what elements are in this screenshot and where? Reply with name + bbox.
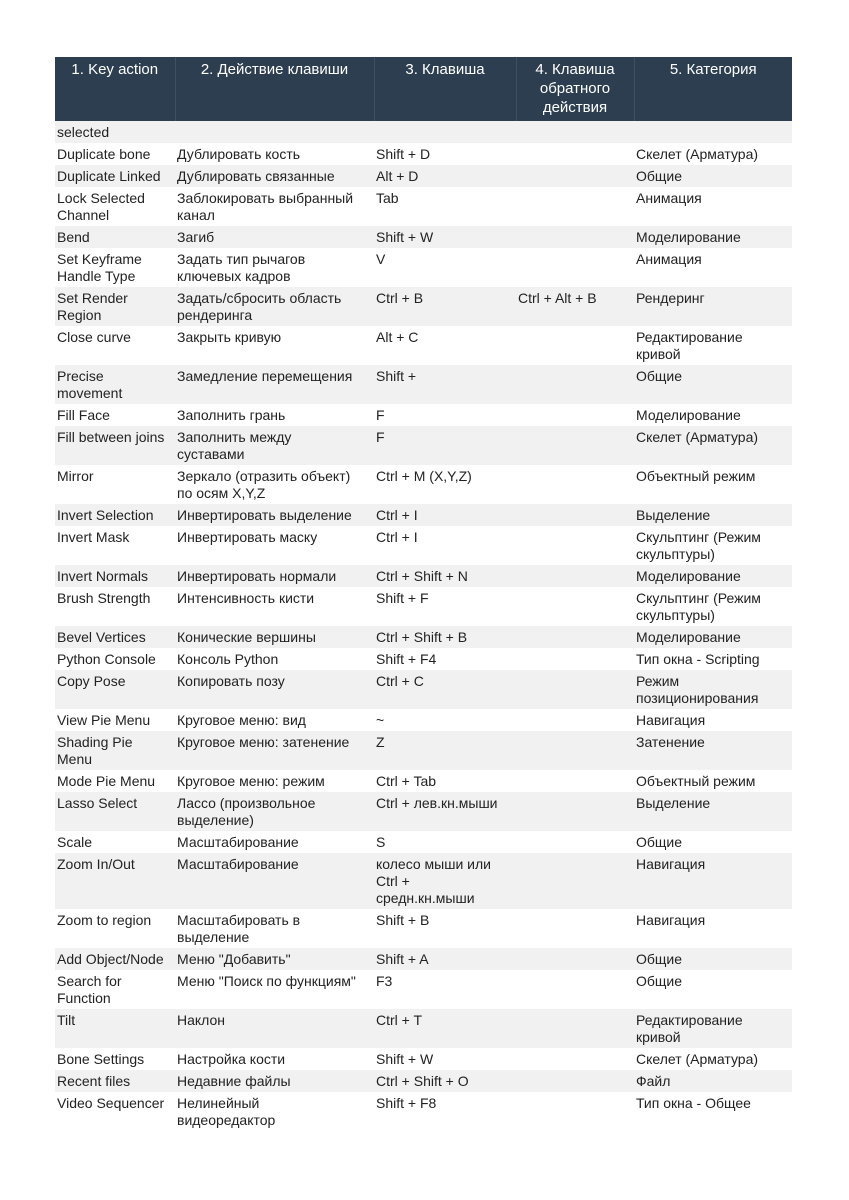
table-row: [55, 565, 792, 587]
table-row: [55, 404, 792, 426]
cell-reverse-key: [516, 187, 634, 226]
table-row: [55, 626, 792, 648]
cell-key-action: Mirror: [57, 468, 94, 484]
cell-key: Ctrl + I: [376, 529, 418, 545]
cell-key-action: Invert Selection: [55, 504, 175, 526]
cell-reverse-key: [516, 948, 634, 970]
cell-key: Ctrl + M (X,Y,Z): [376, 468, 472, 484]
cell-key: Tab: [376, 190, 399, 206]
header-reverse-key: 4. Клавиша обратного действия: [516, 57, 634, 121]
table-row: [55, 143, 792, 165]
cell-key: Ctrl + Tab: [376, 773, 437, 789]
table-row: [55, 226, 792, 248]
cell-reverse-key: [516, 226, 634, 248]
cell-reverse-key: [516, 853, 634, 909]
cell-key-action: selected: [55, 121, 175, 143]
cell-category: Редактирование кривой: [634, 1009, 792, 1048]
cell-key: S: [376, 834, 386, 850]
cell-action-ru: Интенсивность кисти: [177, 590, 315, 606]
cell-action-ru: Загиб: [175, 226, 374, 248]
cell-reverse-key: [516, 1009, 634, 1048]
cell-key: Ctrl + C: [374, 670, 516, 709]
cell-category: Моделирование: [634, 626, 792, 648]
cell-reverse-key: [516, 970, 634, 1009]
cell-key-action: Set Render Region: [55, 287, 175, 326]
cell-key-action: Bevel Vertices: [55, 626, 175, 648]
table-row: [55, 709, 792, 731]
cell-key: Ctrl + I: [374, 504, 516, 526]
cell-key: Alt + D: [374, 165, 516, 187]
cell-key: Alt + C: [376, 329, 419, 345]
cell-action-ru: Зеркало (отразить объект) по осям X,Y,Z: [177, 468, 351, 501]
cell-action-ru: [175, 121, 374, 143]
cell-action-ru: Меню "Добавить": [175, 948, 374, 970]
cell-key-action: Lasso Select: [55, 792, 175, 831]
cell-key-action: Fill between joins: [55, 426, 175, 465]
cell-reverse-key: [516, 565, 634, 587]
shortcuts-table: [55, 57, 792, 1131]
cell-key-action: Zoom to region: [57, 912, 152, 928]
cell-category: Навигация: [634, 853, 792, 909]
cell-key-action: Close curve: [57, 329, 131, 345]
cell-key: Shift + F8: [376, 1095, 437, 1111]
cell-key: колесо мыши или Ctrl + средн.кн.мыши: [374, 853, 516, 909]
cell-reverse-key: [516, 709, 634, 731]
cell-action-ru: Инвертировать нормали: [175, 565, 374, 587]
cell-key-action: Copy Pose: [55, 670, 175, 709]
cell-key-action: Invert Mask: [57, 529, 130, 545]
cell-reverse-key: [516, 365, 634, 404]
cell-reverse-key: [516, 465, 634, 504]
cell-key-action: Mode Pie Menu: [57, 773, 156, 789]
cell-key-action: Zoom In/Out: [55, 853, 175, 909]
cell-action-ru: Заблокировать выбранный канал: [177, 190, 354, 223]
cell-category: Скелет (Арматура): [636, 1051, 759, 1067]
cell-action-ru: Недавние файлы: [175, 1070, 374, 1092]
cell-reverse-key: [516, 626, 634, 648]
cell-reverse-key: [516, 648, 634, 670]
cell-reverse-key: [516, 121, 634, 143]
cell-category: Моделирование: [636, 407, 741, 423]
cell-category: Скелет (Арматура): [634, 426, 792, 465]
cell-action-ru: Закрыть кривую: [177, 329, 282, 345]
cell-action-ru: Конические вершины: [175, 626, 374, 648]
table-row: [55, 770, 792, 792]
cell-reverse-key: [516, 792, 634, 831]
table-header-row: [55, 57, 792, 121]
cell-reverse-key: [516, 248, 634, 287]
cell-action-ru: Дублировать кость: [177, 146, 301, 162]
cell-reverse-key: [516, 670, 634, 709]
table-row: [55, 365, 792, 404]
header-category: 5. Категория: [634, 57, 792, 121]
cell-action-ru: Консоль Python: [177, 651, 279, 667]
cell-category: Скульптинг (Режим скульптуры): [636, 590, 761, 623]
cell-key-action: Python Console: [57, 651, 156, 667]
cell-key: Shift + W: [376, 1051, 434, 1067]
cell-reverse-key: [516, 731, 634, 770]
cell-key-action: Fill Face: [57, 407, 110, 423]
cell-action-ru: Инвертировать маску: [177, 529, 318, 545]
cell-key: Ctrl + Shift + B: [374, 626, 516, 648]
table-row: [55, 287, 792, 326]
cell-key: Shift + F: [376, 590, 429, 606]
cell-reverse-key: [516, 1092, 634, 1131]
cell-action-ru: Масштабирование: [177, 834, 299, 850]
cell-action-ru: Задать тип рычагов ключевых кадров: [177, 251, 306, 284]
cell-key: Z: [374, 731, 516, 770]
cell-key: Shift + B: [376, 912, 430, 928]
table-row: [55, 648, 792, 670]
cell-key-action: Precise movement: [55, 365, 175, 404]
cell-action-ru: Меню "Поиск по функциям": [177, 973, 356, 989]
cell-action-ru: Масштабировать в выделение: [177, 912, 301, 945]
cell-category: Моделирование: [634, 226, 792, 248]
table-row: [55, 426, 792, 465]
table-row: [55, 1092, 792, 1131]
cell-key: Shift +: [374, 365, 516, 404]
cell-key: Shift + W: [374, 226, 516, 248]
cell-reverse-key: [516, 143, 634, 165]
cell-category: Моделирование: [634, 565, 792, 587]
cell-key: Ctrl + T: [374, 1009, 516, 1048]
cell-category: Скульптинг (Режим скульптуры): [636, 529, 761, 562]
cell-key-action: Invert Normals: [55, 565, 175, 587]
cell-key: Shift + A: [374, 948, 516, 970]
table-row: [55, 731, 792, 770]
table-row: [55, 909, 792, 948]
cell-key: Ctrl + B: [374, 287, 516, 326]
header-key: 3. Клавиша: [374, 57, 516, 121]
cell-category: Объектный режим: [636, 468, 756, 484]
table-row: [55, 504, 792, 526]
cell-reverse-key: [516, 404, 634, 426]
cell-action-ru: Задать/сбросить область рендеринга: [175, 287, 374, 326]
cell-reverse-key: [516, 1070, 634, 1092]
cell-key-action: Add Object/Node: [55, 948, 175, 970]
table-row: [55, 187, 792, 226]
cell-reverse-key: Ctrl + Alt + B: [516, 287, 634, 326]
cell-key: Ctrl + Shift + O: [374, 1070, 516, 1092]
cell-category: Затенение: [634, 731, 792, 770]
cell-category: Объектный режим: [636, 773, 756, 789]
cell-category: Общие: [634, 165, 792, 187]
cell-reverse-key: [516, 426, 634, 465]
cell-category: Общие: [636, 973, 683, 989]
cell-key-action: Recent files: [55, 1070, 175, 1092]
cell-action-ru: Лассо (произвольное выделение): [175, 792, 374, 831]
cell-key: Shift + F4: [376, 651, 437, 667]
cell-action-ru: Круговое меню: затенение: [175, 731, 374, 770]
cell-reverse-key: [516, 831, 634, 853]
cell-key: F3: [376, 973, 393, 989]
cell-action-ru: Масштабирование: [175, 853, 374, 909]
header-key-action: 1. Key action: [55, 57, 175, 121]
cell-category: Тип окна - Scripting: [636, 651, 760, 667]
cell-action-ru: Наклон: [175, 1009, 374, 1048]
cell-reverse-key: [516, 526, 634, 565]
cell-key-action: Video Sequencer: [57, 1095, 165, 1111]
cell-key-action: Bend: [55, 226, 175, 248]
header-key-action-ru: 2. Действие клавиши: [175, 57, 374, 121]
cell-category: Анимация: [636, 251, 702, 267]
cell-key-action: Search for Function: [57, 973, 122, 1006]
table-row: [55, 1009, 792, 1048]
cell-category: Файл: [634, 1070, 792, 1092]
table-row: [55, 831, 792, 853]
cell-action-ru: Замедление перемещения: [175, 365, 374, 404]
cell-action-ru: Копировать позу: [175, 670, 374, 709]
cell-category: Скелет (Арматура): [636, 146, 759, 162]
cell-action-ru: Заполнить между суставами: [175, 426, 374, 465]
cell-category: Выделение: [634, 792, 792, 831]
cell-reverse-key: [516, 504, 634, 526]
cell-action-ru: Круговое меню: вид: [177, 712, 306, 728]
cell-category: Анимация: [636, 190, 702, 206]
cell-action-ru: Дублировать связанные: [175, 165, 374, 187]
table-row: [55, 526, 792, 565]
table-row: [55, 587, 792, 626]
cell-key-action: View Pie Menu: [57, 712, 151, 728]
cell-category: Режим позиционирования: [634, 670, 792, 709]
table-row: [55, 792, 792, 831]
table-row: [55, 248, 792, 287]
cell-key-action: Brush Strength: [57, 590, 151, 606]
cell-action-ru: Инвертировать выделение: [175, 504, 374, 526]
cell-reverse-key: [516, 909, 634, 948]
cell-category: Выделение: [634, 504, 792, 526]
cell-key: F: [374, 426, 516, 465]
cell-key: Ctrl + Shift + N: [374, 565, 516, 587]
table-row: [55, 1048, 792, 1070]
table-row: [55, 853, 792, 909]
cell-key: Ctrl + лев.кн.мыши: [374, 792, 516, 831]
cell-category: [634, 121, 792, 143]
cell-key: V: [376, 251, 386, 267]
table-row: [55, 121, 792, 143]
cell-key-action: Shading Pie Menu: [55, 731, 175, 770]
table-row: [55, 465, 792, 504]
cell-key: [374, 121, 516, 143]
cell-reverse-key: [516, 165, 634, 187]
cell-action-ru: Нелинейный видеоредактор: [177, 1095, 276, 1128]
cell-key-action: Lock Selected Channel: [57, 190, 145, 223]
cell-category: Навигация: [636, 912, 706, 928]
cell-category: Общие: [636, 834, 683, 850]
cell-category: Навигация: [636, 712, 706, 728]
cell-reverse-key: [516, 587, 634, 626]
table-row: [55, 165, 792, 187]
table-row: [55, 326, 792, 365]
cell-category: Общие: [634, 948, 792, 970]
cell-key-action: Bone Settings: [57, 1051, 145, 1067]
cell-reverse-key: [516, 770, 634, 792]
cell-action-ru: Заполнить грань: [177, 407, 286, 423]
cell-category: Редактирование кривой: [636, 329, 743, 362]
cell-key-action: Duplicate bone: [57, 146, 151, 162]
cell-key-action: Tilt: [55, 1009, 175, 1048]
cell-key: F: [376, 407, 385, 423]
cell-category: Тип окна - Общее: [636, 1095, 751, 1111]
table-row: [55, 970, 792, 1009]
cell-reverse-key: [516, 1048, 634, 1070]
cell-key: ~: [376, 712, 385, 728]
cell-action-ru: Круговое меню: режим: [177, 773, 325, 789]
cell-reverse-key: [516, 326, 634, 365]
cell-category: Общие: [634, 365, 792, 404]
cell-key-action: Duplicate Linked: [55, 165, 175, 187]
cell-key: Shift + D: [376, 146, 431, 162]
cell-category: Рендеринг: [634, 287, 792, 326]
cell-key-action: Set Keyframe Handle Type: [57, 251, 142, 284]
cell-action-ru: Настройка кости: [177, 1051, 286, 1067]
table-row: [55, 948, 792, 970]
table-row: [55, 1070, 792, 1092]
table-row: [55, 670, 792, 709]
cell-key-action: Scale: [57, 834, 93, 850]
